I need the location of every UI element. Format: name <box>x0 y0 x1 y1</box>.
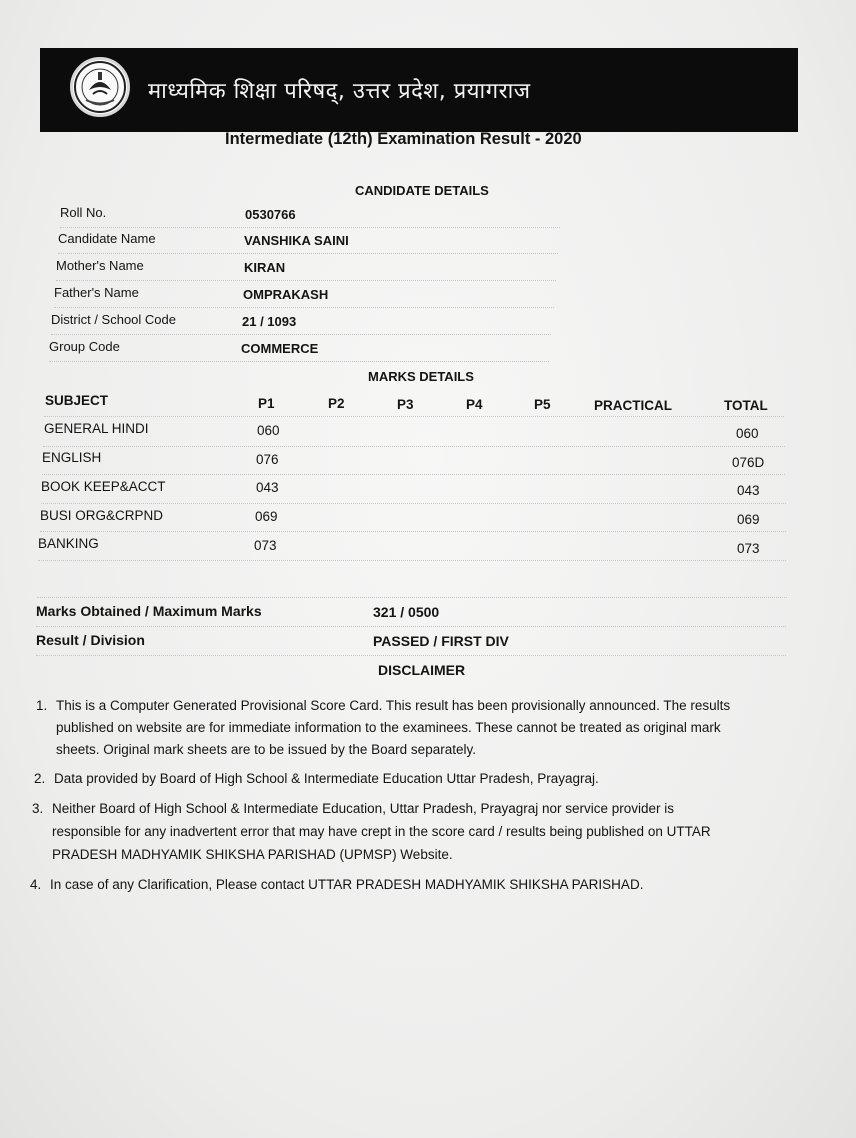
table-row-total: 073 <box>737 541 760 556</box>
table-row-p1: 060 <box>257 423 280 438</box>
disclaimer-line: responsible for any inadvertent error that may have crept in the score card / results being published on UTTAR <box>52 824 711 839</box>
col-header-total: TOTAL <box>724 398 768 413</box>
col-header-p1: P1 <box>258 396 275 411</box>
page-title: Intermediate (12th) Examination Result - 2020 <box>225 130 582 148</box>
table-row-p1: 069 <box>255 509 278 524</box>
table-row-subject: ENGLISH <box>42 450 102 465</box>
roll-no-label: Roll No. <box>60 205 107 220</box>
disclaimer-item-3 <box>32 797 808 867</box>
divider <box>41 503 786 504</box>
candidate-name-label: Candidate Name <box>58 231 156 246</box>
col-header-p3: P3 <box>397 397 414 412</box>
divider <box>54 307 554 308</box>
disclaimer-number: 3. <box>32 801 44 816</box>
table-row-subject: BANKING <box>38 536 99 551</box>
result-division-value: PASSED / FIRST DIV <box>373 633 509 649</box>
divider <box>60 227 560 228</box>
divider <box>51 334 551 335</box>
upmsp-emblem-logo <box>70 57 130 117</box>
marks-details-title: MARKS DETAILS <box>368 369 474 384</box>
group-code-label: Group Code <box>49 339 120 354</box>
divider <box>38 560 786 561</box>
fathers-name-value: OMPRAKASH <box>243 287 329 302</box>
disclaimer-line: This is a Computer Generated Provisional Score Card. This result has been provisionally announced. The results <box>56 698 731 713</box>
divider <box>56 280 556 281</box>
table-row-p1: 073 <box>254 538 277 553</box>
table-row-p1: 076 <box>256 452 279 467</box>
disclaimer-line: Neither Board of High School & Intermediate Education, Uttar Pradesh, Prayagraj nor service provider is <box>52 801 675 816</box>
marks-obtained-value: 321 / 0500 <box>373 604 440 620</box>
col-header-practical: PRACTICAL <box>594 398 672 413</box>
disclaimer-line: In case of any Clarification, Please contact UTTAR PRADESH MADHYAMIK SHIKSHA PARISHAD. <box>50 877 644 892</box>
divider <box>43 446 785 447</box>
col-header-p4: P4 <box>466 397 483 412</box>
mothers-name-label: Mother's Name <box>56 258 144 273</box>
roll-no-value: 0530766 <box>245 207 296 222</box>
table-row-total: 076D <box>732 455 765 470</box>
divider <box>36 626 786 627</box>
table-row-subject: BUSI ORG&CRPND <box>40 508 164 523</box>
disclaimer-item-2 <box>34 767 804 791</box>
fathers-name-label: Father's Name <box>54 285 139 300</box>
disclaimer-line: sheets. Original mark sheets are to be issued by the Board separately. <box>56 742 476 757</box>
disclaimer-number: 1. <box>36 698 48 713</box>
disclaimer-item-4 <box>30 873 806 897</box>
divider <box>49 361 549 362</box>
col-header-p5: P5 <box>534 397 551 412</box>
table-row-p1: 043 <box>256 480 279 495</box>
divider <box>58 253 558 254</box>
disclaimer-line: published on website are for immediate information to the examinees. These cannot be treated as original mark <box>56 720 721 735</box>
disclaimer-line: Data provided by Board of High School & Intermediate Education Uttar Pradesh, Prayagraj. <box>54 771 599 786</box>
divider <box>42 474 785 475</box>
col-header-subject: SUBJECT <box>45 393 109 408</box>
col-header-p2: P2 <box>328 396 345 411</box>
disclaimer-item-1 <box>36 694 806 764</box>
candidate-details-title: CANDIDATE DETAILS <box>355 183 489 198</box>
disclaimer-number: 2. <box>34 771 46 786</box>
header-bar <box>40 48 798 132</box>
result-division-label: Result / Division <box>36 632 145 648</box>
candidate-name-value: VANSHIKA SAINI <box>244 233 349 248</box>
divider <box>44 416 784 417</box>
group-code-value: COMMERCE <box>241 341 319 356</box>
table-row-total: 043 <box>737 483 760 498</box>
board-name-hindi: माध्यमिक शिक्षा परिषद्, उत्तर प्रदेश, प्रयागराज <box>148 79 531 104</box>
divider <box>36 655 786 656</box>
table-row-total: 069 <box>737 512 760 527</box>
disclaimer-line: PRADESH MADHYAMIK SHIKSHA PARISHAD (UPMSP) Website. <box>52 847 453 862</box>
divider <box>40 531 786 532</box>
disclaimer-number: 4. <box>30 877 42 892</box>
district-school-code-value: 21 / 1093 <box>242 314 297 329</box>
table-row-subject: GENERAL HINDI <box>44 421 149 436</box>
marks-obtained-label: Marks Obtained / Maximum Marks <box>36 603 262 619</box>
table-row-subject: BOOK KEEP&ACCT <box>41 479 166 494</box>
table-row-total: 060 <box>736 426 759 441</box>
disclaimer-title: DISCLAIMER <box>378 662 466 678</box>
divider <box>37 597 787 598</box>
district-school-code-label: District / School Code <box>51 312 176 327</box>
mothers-name-value: KIRAN <box>244 260 286 275</box>
